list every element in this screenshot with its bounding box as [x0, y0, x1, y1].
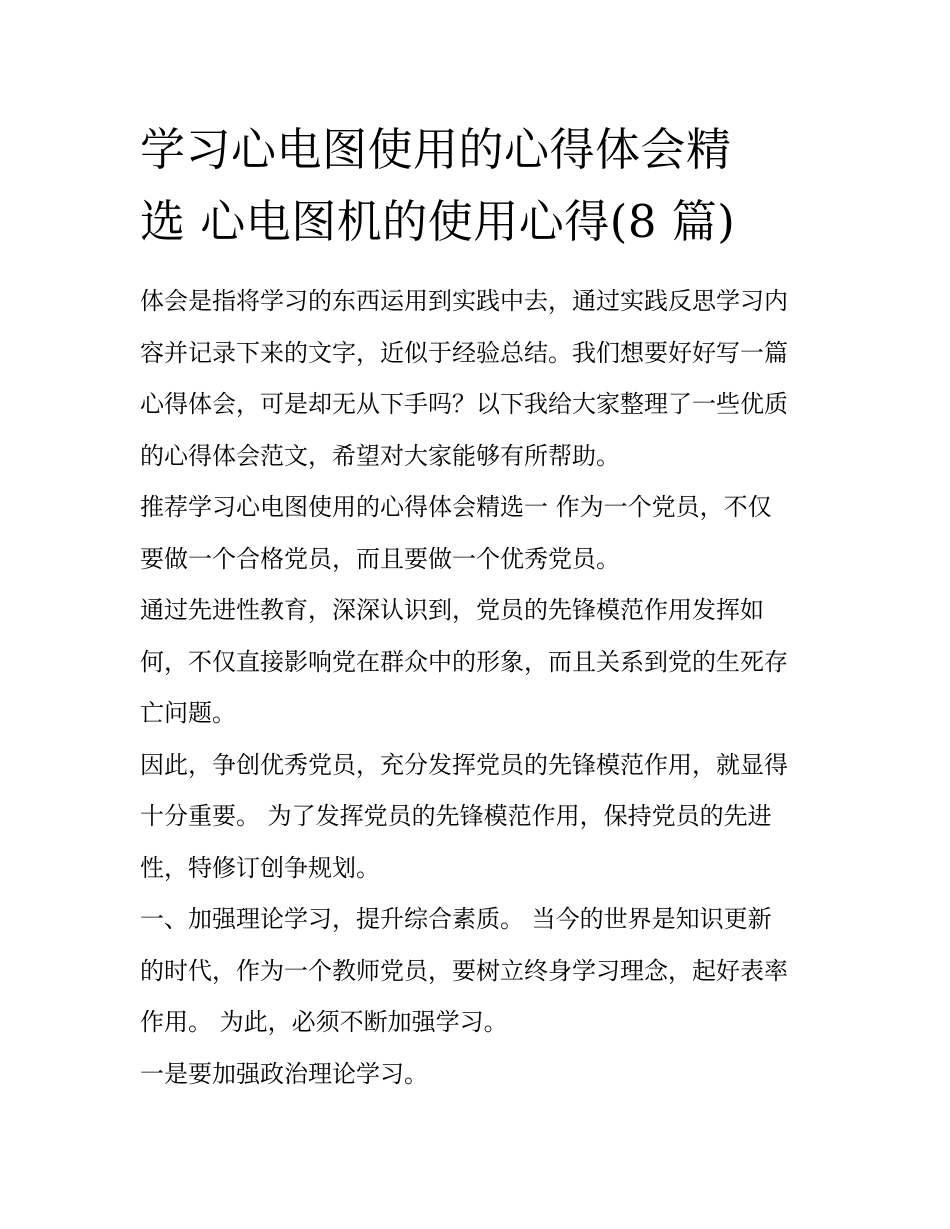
text-line: 一是要加强政治理论学习。	[140, 1059, 428, 1088]
text-line: 推荐学习心电图使用的心得体会精选一 作为一个党员，不仅	[140, 493, 772, 521]
text-line: 容并记录下来的文字，近似于经验总结。我们想要好好写一篇	[140, 338, 788, 367]
text-line: 性，特修订创争规划。	[140, 853, 380, 882]
text-line: 体会是指将学习的东西运用到实践中去，通过实践反思学习内	[140, 287, 788, 315]
paragraph-intro	[140, 276, 830, 482]
document-title	[140, 114, 820, 258]
paragraph-plan	[140, 740, 830, 895]
text-line: 的时代，作为一个教师党员，要树立终身学习理念，起好表率	[140, 956, 788, 985]
text-line: 要做一个合格党员，而且要做一个优秀党员。	[140, 544, 620, 573]
text-line: 的心得体会范文，希望对大家能够有所帮助。	[140, 441, 620, 470]
paragraph-point-one	[140, 1049, 830, 1101]
text-line: 因此，争创优秀党员，充分发挥党员的先锋模范作用，就显得	[140, 750, 788, 779]
text-line: 十分重要。 为了发挥党员的先锋模范作用，保持党员的先进	[140, 802, 772, 830]
text-line: 作用。 为此，必须不断加强学习。	[140, 1008, 508, 1036]
text-line: 心得体会，可是却无从下手吗？以下我给大家整理了一些优质	[140, 390, 788, 418]
document-body	[140, 276, 830, 1100]
title-line-2: 选 心电图机的使用心得(8 篇)	[140, 195, 736, 248]
title-line-1: 学习心电图使用的心得体会精	[140, 123, 732, 176]
paragraph-section-one	[140, 894, 830, 1049]
text-line: 通过先进性教育，深深认识到，党员的先锋模范作用发挥如	[140, 596, 764, 624]
text-line: 亡问题。	[140, 699, 236, 727]
text-line: 何，不仅直接影响党在群众中的形象，而且关系到党的生死存	[140, 647, 788, 676]
paragraph-recommend	[140, 482, 830, 585]
paragraph-education	[140, 585, 830, 740]
text-line: 一、加强理论学习，提升综合素质。 当今的世界是知识更新	[140, 905, 772, 933]
